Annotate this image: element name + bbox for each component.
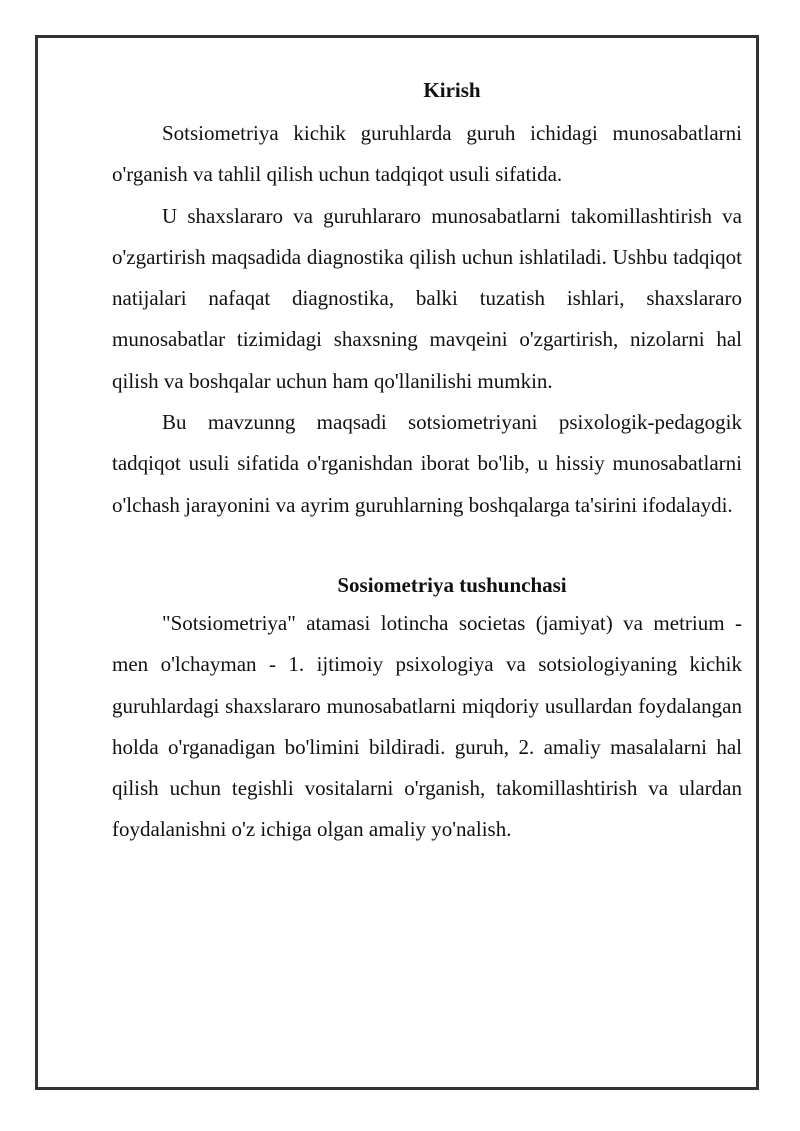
paragraph: U shaxslararo va guruhlararo munosabatlarni takomillashtirish va o'zgartirish maqsadida diagnostika qilish uchun ishlatiladi. Ushbu tadqiqot natijalari nafaqat diagnostika, balki tuzatish ishlari, shaxslararo munosabatlar tizimidagi shaxsning mavqeini o'zgartirish, nizolarni hal qilish va boshqalar uchun ham qo'llanilishi mumkin. <box>112 203 742 393</box>
paragraph: Bu mavzunng maqsadi sotsiometriyani psixologik-pedagogik tadqiqot usuli sifatida o'rganishdan iborat bo'lib, u hissiy munosabatlarni o'lchash jarayonini va ayrim guruhlarning boshqalarga ta'sirini ifodalaydi. <box>112 410 742 517</box>
paragraph: Sotsiometriya kichik guruhlarda guruh ichidagi munosabatlarni o'rganish va tahlil qilish uchun tadqiqot usuli sifatida. <box>112 121 742 187</box>
paragraph: "Sotsiometriya" atamasi lotincha societas (jamiyat) va metrium - men o'lchayman - 1. ijtimoiy psixologiya va sotsiologiyaning kichik guruhlardagi shaxslararo munosabatlarni miqdoriy usullardan foydalangan holda o'rganadigan bo'limini bildiradi. guruh, 2. amaliy masalalarni hal qilish uchun tegishli vositalarni o'rganish, takomillashtirish va ulardan foydalanishni o'z ichiga olgan amaliy yo'nalish. <box>112 610 742 842</box>
section-heading-sosiometriya: Sosiometriya tushunchasi <box>337 572 567 597</box>
section-spacer <box>112 526 742 567</box>
document-body <box>112 72 742 851</box>
section-heading-kirish: Kirish <box>423 78 481 102</box>
